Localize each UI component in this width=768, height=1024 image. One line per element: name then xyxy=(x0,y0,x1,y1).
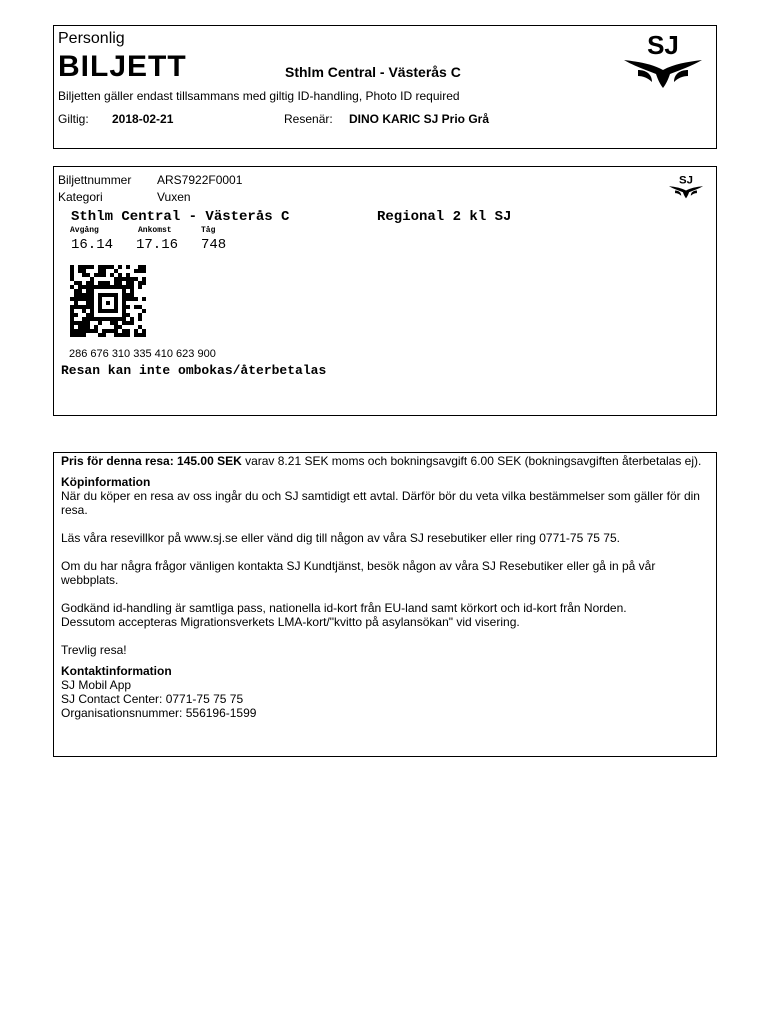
tag-value: 748 xyxy=(201,237,227,253)
price-bold: Pris för denna resa: 145.00 SEK xyxy=(61,454,242,468)
ticket-details xyxy=(53,166,717,416)
villkor-text: Läs våra resevillkor på www.sj.se eller vänd dig till någon av våra SJ resebutiker eller ring 0771-75 75 75. xyxy=(61,531,620,545)
id-text-1: Godkänd id-handling är samtliga pass, nationella id-kort från EU-land samt körkort och id-kort från Norden. xyxy=(61,601,627,615)
barcode-number: 286 676 310 335 410 623 900 xyxy=(69,348,216,360)
kontakt-title: Kontaktinformation xyxy=(61,664,172,678)
no-rebook-notice: Resan kan inte ombokas/återbetalas xyxy=(61,363,327,378)
kategori-label: Kategori xyxy=(58,190,103,204)
id-requirement-note: Biljetten gäller endast tillsammans med giltig ID-handling, Photo ID required xyxy=(58,89,460,103)
kategori-value: Vuxen xyxy=(157,190,191,204)
kop-text: När du köper en resa av oss ingår du och SJ samtidigt ett avtal. Därför bör du veta vilka bestämmelser som gäller för din resa. xyxy=(61,489,700,517)
id-text-2: Dessutom accepteras Migrationsverkets LMA-kort/"kvitto på asylansökan" vid visering. xyxy=(61,615,520,629)
kop-title: Köpinformation xyxy=(61,475,151,489)
price-rest: varav 8.21 SEK moms och bokningsavgift 6.00 SEK (bokningsavgiften återbetalas ej). xyxy=(241,454,702,468)
ankomst-value: 17.16 xyxy=(136,237,179,253)
sj-logo-icon xyxy=(622,30,704,94)
kontakt-line: Organisationsnummer: 556196-1599 xyxy=(61,706,257,720)
ticket-class: Regional 2 kl SJ xyxy=(377,209,512,225)
personlig-label: Personlig xyxy=(58,30,125,47)
aztec-barcode xyxy=(70,265,146,337)
biljettnummer-value: ARS7922F0001 xyxy=(157,173,243,187)
giltig-value: 2018-02-21 xyxy=(112,112,174,126)
svg-text:SJ: SJ xyxy=(679,174,693,187)
biljett-title: BILJETT xyxy=(58,50,187,83)
price-line xyxy=(61,454,713,468)
fragor-text: Om du har några frågor vänligen kontakta SJ Kundtjänst, besök någon av våra SJ Resebutiker eller gå in på vår webbplats. xyxy=(61,559,656,587)
svg-text:SJ: SJ xyxy=(647,30,679,60)
ankomst-label: Ankomst xyxy=(138,226,172,235)
ticket-header xyxy=(53,25,717,149)
biljettnummer-label: Biljettnummer xyxy=(58,173,132,187)
avgang-label: Avgång xyxy=(70,226,99,235)
avgang-value: 16.14 xyxy=(71,237,114,253)
purchase-info xyxy=(53,452,717,757)
resenar-label: Resenär: xyxy=(284,112,333,126)
header-route: Sthlm Central - Västerås C xyxy=(285,64,461,80)
kontakt-line: SJ Contact Center: 0771-75 75 75 xyxy=(61,692,244,706)
kontakt-line: SJ Mobil App xyxy=(61,678,132,692)
ticket-route: Sthlm Central - Västerås C xyxy=(71,209,290,225)
giltig-label: Giltig: xyxy=(58,112,89,126)
sj-logo-small-icon xyxy=(668,173,704,201)
trevlig-resa: Trevlig resa! xyxy=(61,643,127,657)
tag-label: Tåg xyxy=(201,226,216,235)
resenar-value: DINO KARIC SJ Prio Grå xyxy=(349,112,490,126)
